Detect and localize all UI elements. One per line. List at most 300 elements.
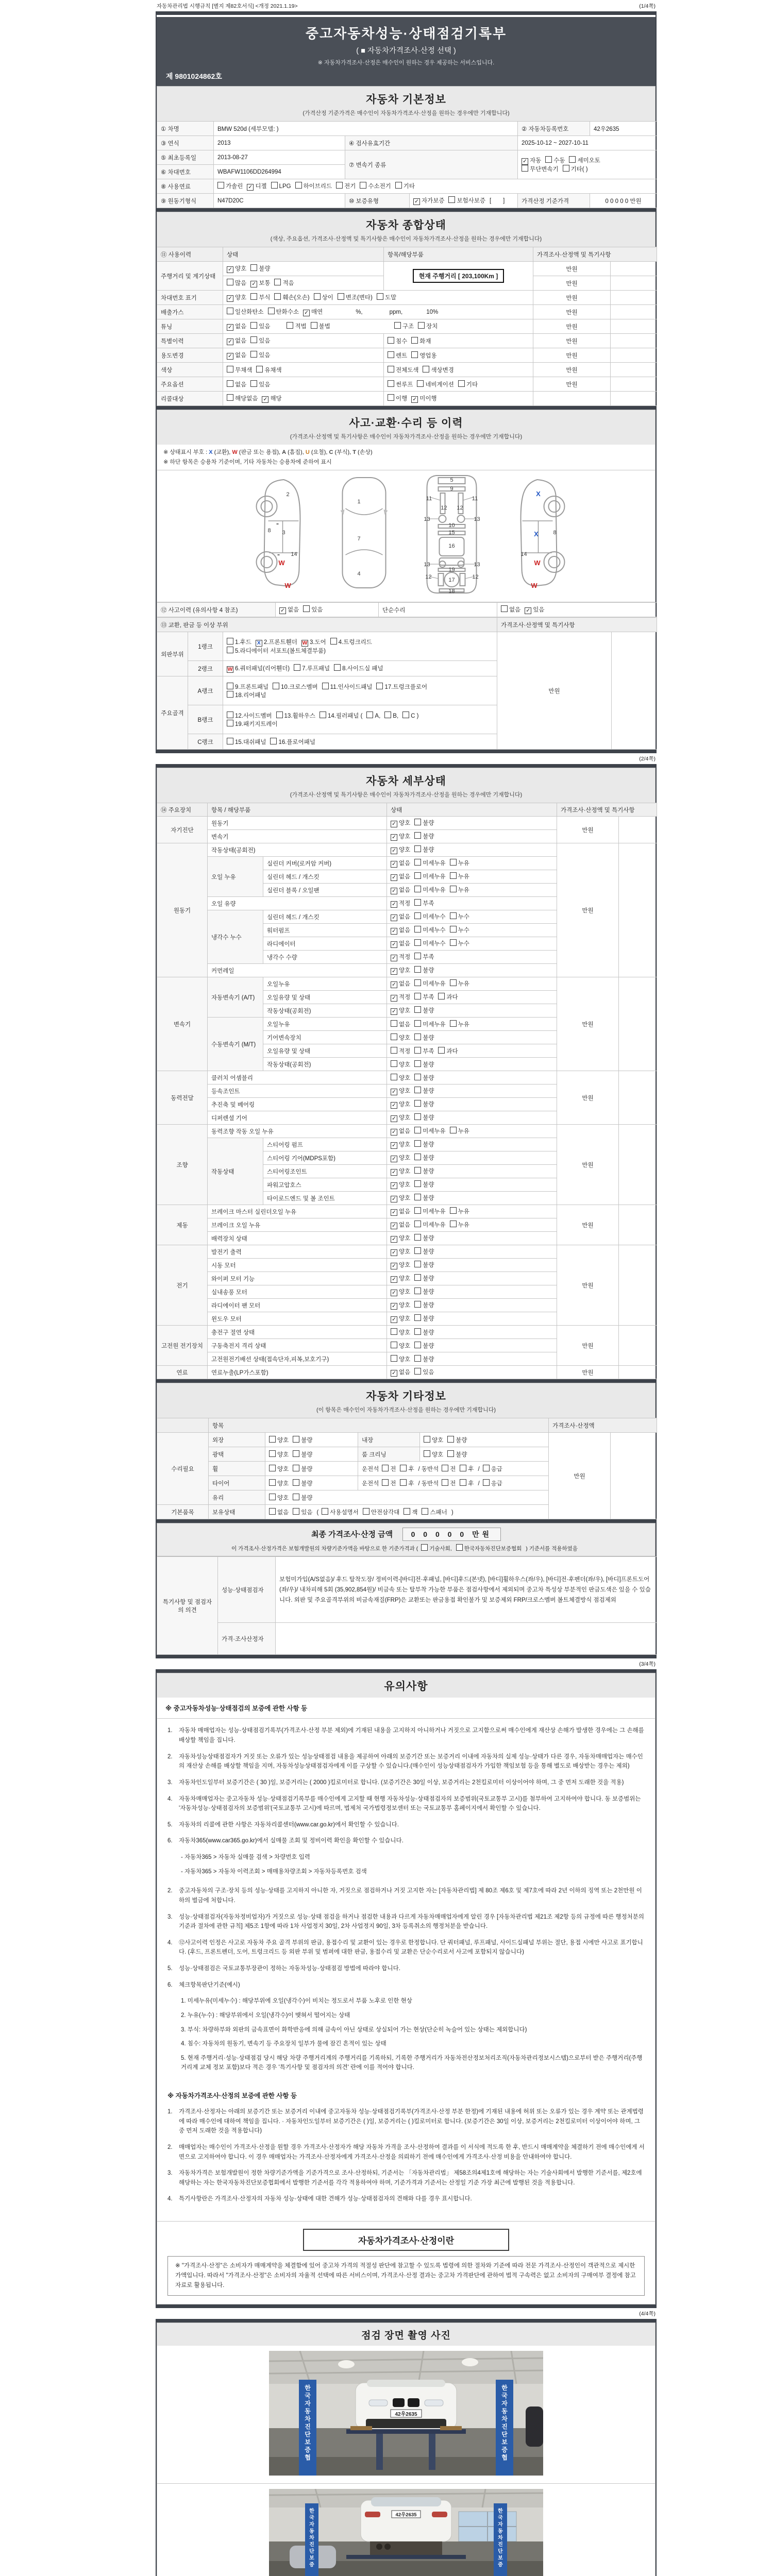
state-recall	[223, 392, 384, 406]
table-row	[157, 179, 657, 194]
table-cell	[387, 1031, 557, 1044]
table-cell: 작동상태	[208, 1138, 263, 1205]
table-cell	[387, 843, 557, 857]
checkbox-option: 양호	[391, 1060, 410, 1069]
lift-label-right: 한 국 자 동 차 진 단 보 증 협	[501, 2384, 508, 2461]
label-color: 색상	[157, 363, 223, 377]
checkbox-option: 불량	[414, 1033, 434, 1042]
table-cell: 스티어링 기어(MDPS포함)	[263, 1151, 387, 1165]
basic-info-heading: 자동차 기본정보	[366, 94, 446, 106]
checkbox-empty-icon	[414, 1234, 421, 1241]
checkbox-option: 전	[442, 1465, 456, 1473]
checkbox-empty-icon	[269, 1465, 276, 1471]
table-cell: 수동변속기 (M/T)	[208, 1018, 263, 1071]
table-cell: 구동축전지 격리 상태	[208, 1339, 387, 1352]
checkbox-checked-icon: ✓	[391, 1236, 397, 1243]
table-cell: 배력장치 상태	[208, 1232, 387, 1245]
checkbox-empty-icon	[274, 293, 281, 300]
lift-label-left: 한 국 자 동 차 진 단 보 증	[309, 2508, 314, 2568]
value-fuel	[214, 179, 657, 194]
table-cell: 커먼레일	[208, 964, 387, 977]
checkbox-option: ✓ 양호	[391, 1301, 410, 1310]
checkbox-empty-icon	[414, 1180, 421, 1187]
damage-mark-X: X	[536, 490, 541, 498]
col-header-item: 항목/해당부품	[384, 247, 533, 262]
checkbox-checked-icon: ✓	[391, 1303, 397, 1310]
checkbox-empty-icon	[227, 683, 233, 689]
checkbox-option: ✓ 양호	[391, 1314, 410, 1323]
notice-sub-text: 2. 누유(누수) : 해당부위에서 오일(냉각수)이 맺혀서 떨어지는 상태	[181, 2012, 350, 2019]
panel-number-label: 12	[457, 505, 463, 512]
checkbox-checked-icon: ✓	[391, 848, 397, 854]
divider-bar	[157, 750, 656, 753]
table-cell: 자동변속기 (A/T)	[208, 977, 263, 1018]
state-simple-repair	[497, 603, 657, 617]
panel-number-label: 13	[424, 562, 430, 568]
col-header-price: 가격조사·산정액 및 특기사항	[533, 247, 657, 262]
checkbox-checked-icon: ✓	[391, 901, 397, 908]
checkbox-option: 양호	[424, 1450, 443, 1459]
table-cell	[387, 1178, 557, 1192]
table-cell: 와이퍼 모터 기능	[208, 1272, 387, 1285]
table-cell: 라디에이터	[263, 937, 387, 951]
checkbox-option: 도말	[377, 293, 396, 301]
table-cell: 연료	[157, 1366, 208, 1379]
checkbox-empty-icon	[404, 1508, 410, 1515]
checkbox-option: 부족	[414, 953, 434, 961]
items-rankB	[223, 705, 497, 734]
section-photos-title	[157, 2323, 656, 2346]
notice-sub-item	[180, 1853, 645, 1862]
price-cell: 만원	[549, 1433, 611, 1519]
checkbox-empty-icon	[414, 926, 421, 933]
legend-codes	[163, 448, 649, 457]
checkbox-empty-icon	[395, 182, 402, 189]
note-cell	[611, 305, 657, 319]
checkbox-empty-icon	[377, 293, 383, 300]
checkbox-empty-icon	[391, 1020, 397, 1027]
checkbox-option: ✓ 양호	[227, 264, 246, 273]
checkbox-option: ✓ 양호	[391, 1194, 410, 1202]
checkbox-empty-icon	[563, 165, 569, 172]
checkbox-option: 상이	[314, 293, 333, 301]
mileage-box: 현재 주행거리 [ 203,100Km ]	[413, 269, 505, 283]
table-row	[157, 122, 657, 136]
table-cell: 스티어링조인트	[263, 1165, 387, 1178]
checkbox-empty-icon	[414, 1368, 421, 1375]
checkbox-empty-icon	[442, 1465, 448, 1471]
note-cell	[611, 291, 657, 305]
checkbox-option: 안전삼각대	[363, 1508, 400, 1516]
checkbox-empty-icon	[414, 993, 421, 999]
page-1-block	[156, 11, 657, 753]
notice-item	[167, 1726, 645, 1745]
table-row	[157, 977, 657, 991]
value-first-reg: 2013-08-27	[214, 150, 345, 165]
checkbox-empty-icon	[414, 1247, 421, 1254]
checkbox-empty-icon	[274, 279, 281, 285]
checkbox-option: 누수	[450, 926, 469, 934]
checkbox-option: 누유	[450, 1221, 469, 1229]
checkbox-empty-icon	[391, 1033, 397, 1040]
table-cell	[387, 870, 557, 884]
table-cell	[387, 964, 557, 977]
col-header-price: 가격조사·산정액	[549, 1418, 657, 1433]
checkbox-option: ✓ 매연	[303, 308, 323, 316]
checkbox-empty-icon	[450, 859, 457, 866]
checkbox-empty-icon	[414, 1194, 421, 1200]
table-cell	[387, 1018, 557, 1031]
checkbox-option: 있음	[250, 380, 270, 388]
checkbox-option: 불량	[414, 1167, 434, 1175]
table-cell	[387, 1071, 557, 1084]
table-row	[157, 136, 657, 150]
damage-mark-X: X	[534, 530, 539, 538]
checkbox-option: ✓ 자동	[522, 156, 541, 165]
notice-sub-text: 4. 침수: 자동차의 원동기, 변속기 등 주요장치 일부가 물에 잠긴 흔적이 있는 상태	[181, 2041, 386, 2047]
price-cell: 만원	[533, 348, 611, 363]
checkbox-empty-icon	[442, 1479, 448, 1486]
notice-sub-item	[180, 2025, 645, 2035]
table-cell: 작동상태(공회전)	[263, 1004, 387, 1018]
checkbox-checked-icon: ✓	[391, 861, 397, 868]
checkbox-empty-icon	[414, 939, 421, 946]
table-cell	[387, 897, 557, 910]
table-row	[157, 1557, 657, 1623]
table-cell	[387, 1259, 557, 1272]
notice-text: 성능·상태점검자(자동차정비업자)가 거짓으로 성능·상태 점검을 하거나 점검한 내용과 다르게 자동차매매업자에게 알린 경우 [자동차관리법 제21조 제2항 등의 규정에 따른 행정처분의 기준과 절차에 관한 규칙] 제5조 1항에 따라 1차 사업정지 30일, 2차 사업정지 90일, 3차 등록취소의 행정처분을 받습니다.	[179, 1913, 644, 1930]
checkbox-option: 미세누유	[414, 1127, 445, 1135]
checkbox-option: 미세누유	[414, 979, 445, 988]
checkbox-option: 있음	[303, 605, 323, 614]
spacer	[167, 1881, 645, 1886]
checkbox-option: 불량	[414, 1328, 434, 1336]
checkbox-option: 기타	[458, 380, 478, 388]
checkbox-option: 누유	[450, 1020, 469, 1028]
checkbox-empty-icon	[400, 1479, 407, 1486]
col-header-item: 항목	[209, 1418, 549, 1433]
table-cell: 작동상태(공회전)	[263, 1058, 387, 1071]
checkbox-empty-icon	[250, 351, 257, 358]
checkbox-option: 누유	[450, 1207, 469, 1215]
checkbox-empty-icon	[414, 1047, 421, 1054]
checkbox-option: 불량	[447, 1436, 467, 1444]
checkbox-option: 불량	[414, 1261, 434, 1269]
state-glass	[265, 1490, 549, 1505]
checkbox-empty-icon	[411, 351, 418, 358]
checkbox-empty-icon	[456, 1544, 463, 1551]
price-cell: 만원	[533, 262, 611, 276]
checkbox-option: ✓ 양호	[391, 1006, 410, 1015]
checkbox-checked-icon: ✓	[227, 266, 233, 273]
state-mileage-amount	[223, 276, 384, 291]
table-cell	[387, 1232, 557, 1245]
checkbox-empty-icon	[411, 337, 418, 344]
notice-text: 자동차365(www.car365.go.kr)에서 실매물 조회 및 정비이력 확인을 확인할 수 있습니다.	[179, 1838, 404, 1844]
checkbox-empty-icon	[276, 711, 283, 718]
checkbox-empty-icon	[293, 1508, 299, 1515]
page-3-block	[156, 1669, 657, 2308]
basic-info-subheading: (가격산정 기준가격은 매수인이 자동차가격조사·산정을 원하는 경우에만 기재합니다)	[303, 110, 510, 116]
table-cell	[387, 1004, 557, 1018]
car-view-top	[341, 478, 388, 588]
state-vin-marking	[223, 291, 533, 305]
notice-text: 자동차매매업자는 중고자동차 성능·상태점검기록부를 매수인에게 고지할 때 현행 자동차성능·상태점검자의 보증범위(국토교통부 고시)를 첨부하여 고지하여야 합니다. 동 보증범위는 '자동차성능·상태점검자의 보증범위'(국토교통부 고시)에 따르며, 법제처 국가법령정보센터 또는 국토교통부 홈페이지에서 확인할 수 있습니다.	[179, 1795, 641, 1812]
checkbox-empty-icon	[414, 953, 421, 959]
notice-text: 자동차 매매업자는 성능·상태점검기록부(가격조사·산정 부분 제외)에 기재된 내용을 고지하지 아니하거나 거짓으로 고지함으로써 매수인에게 재산상 손해가 발생한 경우에는 그 손해를 배상할 책임을 집니다.	[179, 1727, 644, 1743]
table-row	[157, 632, 657, 661]
notice-sub-item	[180, 1996, 645, 2006]
label-exchange-header: ⑬ 교환, 판금 등 이상 부위	[157, 618, 497, 632]
checkbox-checked-icon: ✓	[413, 198, 420, 205]
checkbox-empty-icon	[414, 966, 421, 973]
page-marker-1: (1/4쪽)	[639, 3, 656, 9]
text-run: (	[316, 1509, 319, 1516]
table-cell: 오일유량 및 상태	[263, 1044, 387, 1058]
label-recall: 리콜대상	[157, 392, 223, 406]
checkbox-option: 변조(변타)	[338, 293, 373, 301]
table-cell: 디퍼렌셜 기어	[208, 1111, 387, 1125]
checkbox-option: 불량	[414, 1194, 434, 1202]
checkbox-option: 부족	[414, 993, 434, 1001]
checkbox-empty-icon	[458, 380, 465, 387]
notice-sub-item	[180, 2039, 645, 2049]
checkbox-empty-icon	[227, 720, 233, 726]
checkbox-empty-icon	[293, 1465, 299, 1471]
label-accident-history: ⑫ 사고이력 (유의사항 4 참조)	[157, 603, 276, 617]
checkbox-option: 수소전기	[360, 182, 391, 190]
checkbox-empty-icon	[227, 380, 233, 387]
checkbox-empty-icon	[388, 380, 394, 387]
checkbox-option: X 2.프론트휀더	[256, 638, 297, 647]
checkbox-option: 불량	[414, 1287, 434, 1296]
checkbox-empty-icon	[382, 1465, 389, 1471]
checkbox-checked-icon: ✓	[227, 295, 233, 302]
notice-text: 특기사항란은 가격조사·산정자의 자동차 성능·상태에 대한 견해가 성능·상태점검자의 견해와 다를 경우 표시합니다.	[179, 2196, 472, 2202]
notice-item	[167, 1886, 645, 1905]
table-cell	[387, 1272, 557, 1285]
table-cell: 냉각수 누수	[208, 910, 263, 964]
checkbox-checked-icon: ✓	[391, 1008, 397, 1015]
note-cell	[611, 276, 657, 291]
table-cell: 오일 누유	[208, 857, 263, 897]
notice-number: 2.	[167, 1888, 173, 1894]
label-mileage: 주행거리 및 계기상태	[157, 262, 223, 291]
divider-bar	[157, 1669, 656, 1673]
checkbox-option: 14.필러패널 (	[320, 711, 362, 720]
state-exterior	[265, 1433, 358, 1447]
overall-state-table	[157, 247, 657, 406]
checkbox-empty-icon	[414, 899, 421, 906]
checkbox-checked-icon: ✓	[525, 607, 531, 614]
table-cell	[387, 1044, 557, 1058]
checkbox-option: 수동	[545, 156, 565, 164]
items-rankA	[223, 676, 497, 705]
checkbox-empty-icon	[438, 1047, 445, 1054]
items-rank1	[223, 632, 497, 661]
checkbox-option: ✓ 보통	[250, 279, 270, 287]
note-cell	[611, 377, 657, 392]
checkbox-empty-icon	[295, 182, 302, 189]
checkbox-option: 양호	[269, 1465, 289, 1473]
table-row	[157, 1245, 657, 1259]
checkbox-option: 후	[400, 1479, 414, 1487]
checkbox-empty-icon	[314, 293, 321, 300]
checkbox-option: 불량	[414, 1154, 434, 1162]
table-cell	[619, 817, 657, 843]
checkbox-checked-icon: ✓	[391, 981, 397, 988]
notice-number: 4.	[167, 1795, 173, 1802]
text-run: ※ 상태표시 부호 :	[163, 449, 209, 455]
divider-bar	[157, 764, 656, 768]
panel-number-label: 17	[448, 577, 455, 584]
checkbox-empty-icon	[414, 886, 421, 892]
inspection-photo-rear	[157, 2484, 656, 2576]
checkbox-empty-icon	[483, 1479, 490, 1486]
checkbox-empty-icon	[227, 647, 233, 653]
checkbox-empty-icon	[414, 1167, 421, 1174]
checkbox-checked-icon: ✓	[391, 1142, 397, 1149]
checkbox-option: 후	[400, 1465, 414, 1473]
table-cell: 충전구 절연 상태	[208, 1326, 387, 1339]
notice-number: 5.	[167, 1965, 173, 1972]
state-tire-positions	[358, 1476, 549, 1490]
checkbox-empty-icon	[366, 711, 373, 718]
label-appraiser: 가격·조사산정자	[218, 1623, 276, 1655]
checkbox-option: 과다	[438, 993, 458, 1001]
price-cell: 만원	[533, 276, 611, 291]
text-run: (흠집),	[286, 449, 306, 455]
notice-text: 자동차가격은 보험개발원이 정한 차량기준가액을 기준가격으로 조사·산정하되, 기준서는 「자동차관리법」 제58조의4제1호에 해당하는 자는 기술사회에서 발행한 기준서를, 제2호에 해당하는 자는 한국자동차진단보증협회에서 발행한 기준서를 각각 적용하여야 하며, 기준가격과 기준서는 산정일 기준 가장 최근에 발행된 것을 적용합니다.	[179, 2170, 642, 2186]
table-cell: 오일누유	[263, 1018, 387, 1031]
checkbox-option: 불량	[414, 1100, 434, 1108]
value-current-mileage	[384, 262, 533, 291]
state-color	[223, 363, 384, 377]
checkbox-option: 불량	[414, 1140, 434, 1148]
panel-number-label: 18	[448, 588, 455, 595]
label-polish: 광택	[209, 1447, 265, 1462]
car-diagram-svg	[157, 473, 656, 597]
checkbox-checked-icon: ✓	[391, 1156, 397, 1162]
checkbox-checked-icon: ✓	[391, 821, 397, 827]
table-cell	[387, 1111, 557, 1125]
table-cell	[387, 1218, 557, 1232]
notice-number: 6.	[167, 1838, 173, 1844]
checkbox-checked-icon: ✓	[391, 995, 397, 1002]
checkbox-empty-icon	[227, 691, 233, 698]
checkbox-option: 5.라디에이터 서포트(볼트체결부품)	[227, 647, 326, 655]
checkbox-empty-icon	[391, 1342, 397, 1348]
table-cell	[387, 1245, 557, 1259]
checkbox-option: 일산화탄소	[227, 308, 264, 316]
checkbox-option: 11.인사이드패널	[322, 683, 373, 691]
inspector-opinion-text: 보험미가입(A/S없음)/ 후드 탈착도장/ 정비이력-[바디]전·후패널, [바디]후드(본넷), [바디]휠하우스(좌/우), [바디]전·후펜더(좌/우), [바디]프론트도어(좌/우)/ 내차피해 5회 (35,902,854원)/ 비금속 또는 탈부착 가능한 부품은 점검사항에서 제외되며 중고차 특성상 부분적인 판금도색은 있을 수 있습니다. 외판 및 주요골격부위의 비금속재질(FRP)은 교환또는 판금용접 확인불가 및 보증제외 FRP/크로스멤버 볼트체결방식 점검제외	[276, 1557, 657, 1623]
text-run: A	[282, 449, 287, 455]
note-cell	[611, 392, 657, 406]
notice-number: 1.	[167, 2109, 173, 2115]
checkbox-empty-icon	[384, 711, 391, 718]
checkbox-checked-icon: ✓	[391, 1290, 397, 1296]
table-cell: 기어변속장치	[263, 1031, 387, 1044]
price-cell: 만원	[533, 305, 611, 319]
checkbox-checked-icon: ✓	[391, 874, 397, 881]
text-run: (손상)	[356, 449, 373, 455]
panel-number-label: 4	[357, 571, 361, 578]
table-cell: 자기진단	[157, 817, 208, 843]
table-cell: 타이로드엔드 및 볼 조인트	[263, 1192, 387, 1205]
checkbox-option: 19.패키지트레이	[227, 720, 278, 728]
document-title: 중고자동차성능·상태점검기록부	[305, 26, 507, 41]
checkbox-checked-icon: ✓	[279, 607, 286, 614]
panel-number-label: 16	[448, 543, 455, 550]
table-cell	[619, 1366, 657, 1379]
panel-number-label: 19	[448, 567, 455, 573]
checkbox-option: 미세누유	[414, 1207, 445, 1215]
checkbox-option: 15.대쉬패널	[227, 738, 266, 746]
checkbox-option: 썬루프	[388, 380, 413, 388]
checkbox-option: ✓ 없음	[391, 926, 410, 935]
label-special-history: 특별이력	[157, 334, 223, 348]
label-remarks: 특기사항 및 점검자의 의견	[157, 1557, 218, 1655]
checkbox-empty-icon	[388, 351, 394, 358]
checkbox-option: 양호	[269, 1494, 289, 1502]
panel-number-label: 2	[286, 492, 290, 498]
checkbox-option: ✓ 양호	[391, 1234, 410, 1243]
checkbox-empty-icon	[414, 1127, 421, 1133]
checkbox-empty-icon	[414, 832, 421, 839]
checkbox-option: 8.사이드실 패널	[334, 664, 383, 672]
text-run: %,	[356, 309, 363, 315]
checkbox-empty-icon	[391, 1074, 397, 1080]
item-special-history	[384, 334, 533, 348]
notice-text: 자동차의 리콜에 관한 사항은 자동차리콜센터(www.car.go.kr)에서 확인할 수 있습니다.	[179, 1821, 399, 1828]
spacer	[167, 2077, 645, 2082]
checkbox-option: 화재	[411, 337, 431, 345]
pricing-info-text: ※ "가격조사·산정"은 소비자가 매매계약을 체결함에 있어 중고차 가격의 적절성 판단에 참고할 수 있도록 법령에 의한 절차와 기준에 따라 전문 가격조사·산정인이 객관적으로 제시한 가액입니다. 따라서 "가격조사·산정"은 소비자의 자율적 선택에 따른 서비스이며, 가격조사·산정 결과는 중고차 가격판단에 관하여 법적 구속력은 없고 소비자의 구매여부 결정에 참고자료로 활용됩니다.	[167, 2256, 645, 2296]
car-view-left-side	[257, 480, 300, 586]
table-row	[157, 334, 657, 348]
checkbox-option: 가솔린	[217, 182, 243, 190]
table-cell	[387, 1151, 557, 1165]
table-cell: 실린더 헤드 / 개스킷	[263, 910, 387, 924]
checkbox-option: 보험사보증	[448, 196, 485, 205]
checkbox-option: 18.리어패널	[227, 691, 266, 699]
checkbox-checked-icon: ✓	[391, 1169, 397, 1176]
checkbox-empty-icon	[417, 380, 424, 387]
col-header-device: ⑭ 주요장치	[157, 803, 208, 817]
checkbox-option: ✓ 없음	[227, 322, 246, 331]
price-cell: 만원	[533, 291, 611, 305]
misc-info-table	[157, 1418, 657, 1519]
divider-bar	[157, 1519, 656, 1523]
checkbox-option: ✓ 양호	[391, 832, 410, 841]
table-cell: 등속조인트	[208, 1084, 387, 1098]
checkbox-option: ✓ 없음	[391, 886, 410, 894]
col-header-use-history: ⑪ 사용이력	[157, 247, 223, 262]
checkbox-option: ✓ 양호	[391, 1287, 410, 1296]
misc-heading: 자동차 기타정보	[366, 1391, 446, 1403]
price-cell: 만원	[497, 632, 612, 750]
value-inspection-period: 2025-10-12 ~ 2027-10-11	[518, 136, 657, 150]
section-accident-title	[157, 410, 656, 445]
checkbox-empty-icon	[414, 1342, 421, 1348]
top-note-line	[156, 2, 657, 11]
table-cell	[387, 884, 557, 897]
col-header-blank	[157, 1418, 209, 1433]
table-cell	[387, 1285, 557, 1299]
checkbox-option: 불량	[447, 1450, 467, 1459]
notice-item	[167, 1794, 645, 1814]
